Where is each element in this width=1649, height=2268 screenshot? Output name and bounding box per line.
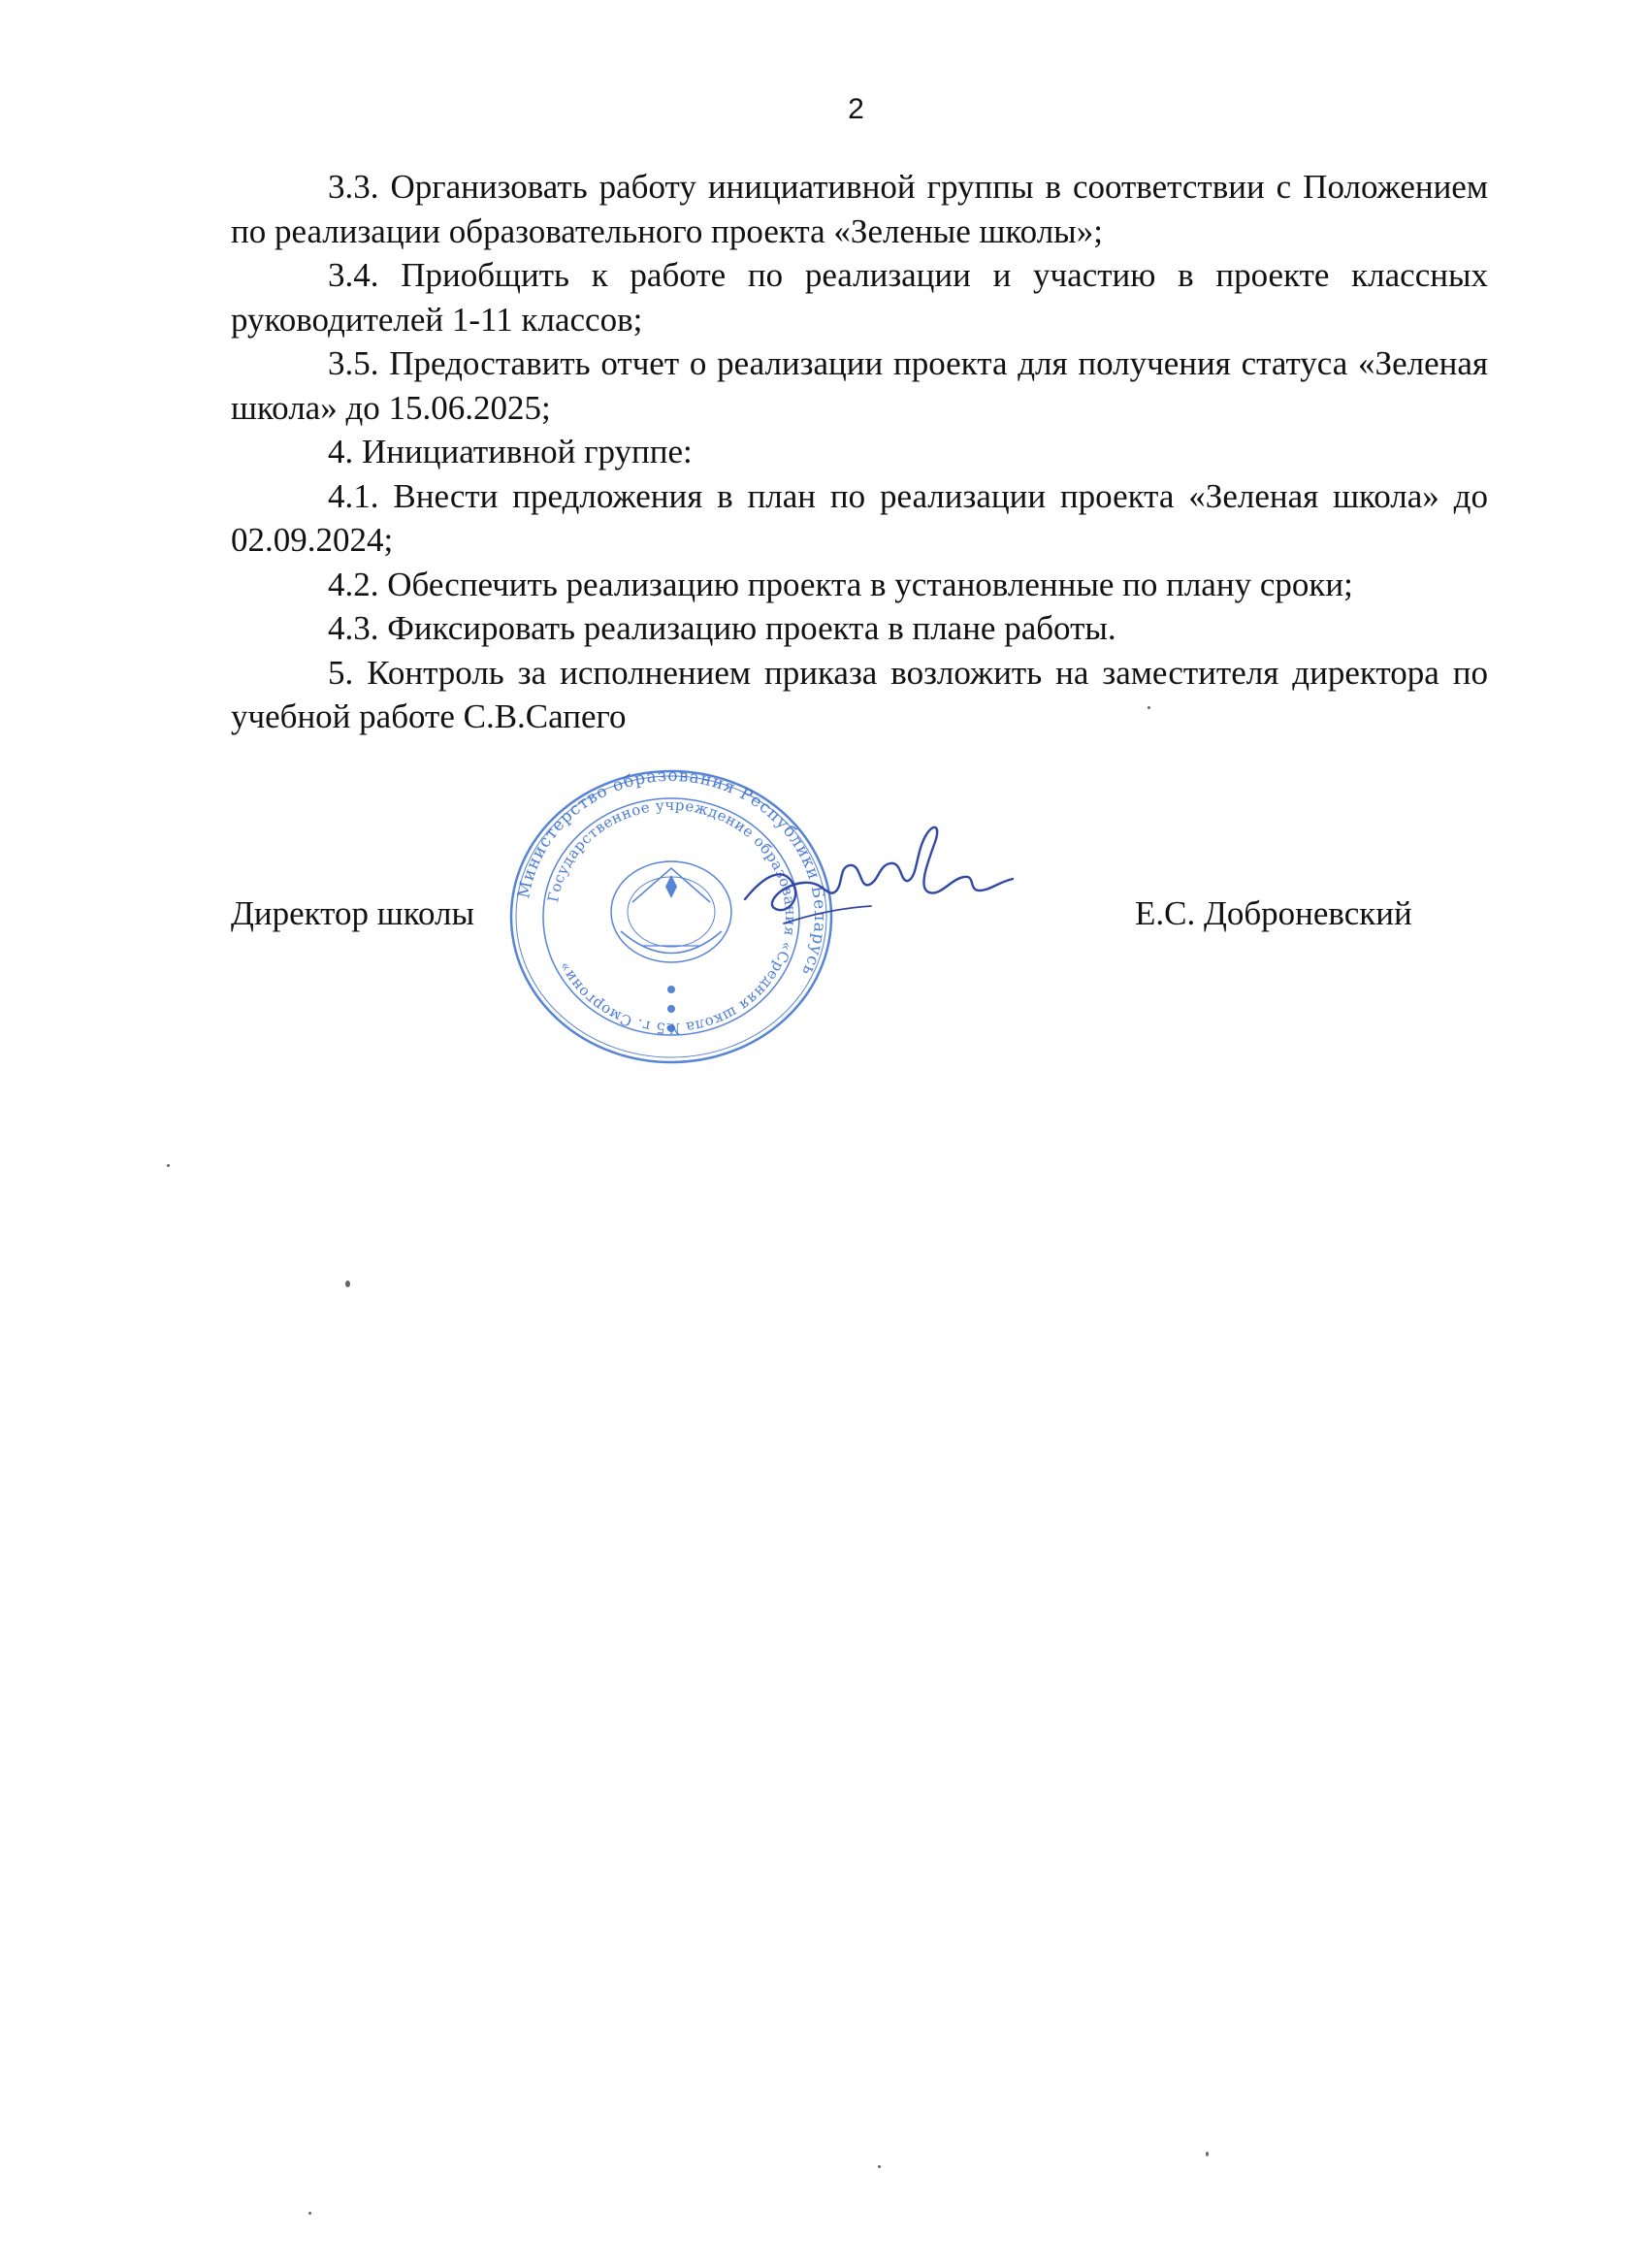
paragraph-3-3: 3.3. Организовать работу инициативной группы в соответствии с Положением по реализации образовательного проекта «Зеленые школы»; [231,168,1488,250]
paragraph-4-2: 4.2. Обеспечить реализацию проекта в установленные по плану сроки; [328,565,1353,603]
paragraph-5: 5. Контроль за исполнением приказа возложить на заместителя директора по учебной работе С.В.Сапего [231,653,1488,735]
scan-speck [167,1164,170,1167]
paragraph-3-4: 3.4. Приобщить к работе по реализации и участию в проекте классных руководителей 1-11 классов; [231,256,1488,339]
scan-speck [1148,706,1150,709]
signature-name: Е.С. Доброневский [1135,894,1412,932]
stamp-inner-text: Государственное учреждение образования «Средняя школа №5 г. Сморгони» [544,795,800,1038]
paragraph-4-1: 4.1. Внести предложения в план по реализации проекта «Зеленая школа» до 02.09.2024; [231,476,1488,559]
page-number: 2 [848,93,864,125]
handwritten-signature [726,807,1017,953]
scan-speck [878,2165,881,2168]
order-body [231,165,1488,739]
paragraph-4-3: 4.3. Фиксировать реализацию проекта в плане работы. [328,609,1116,647]
scan-speck [308,2212,311,2215]
signature-title: Директор школы [231,894,474,932]
scan-speck [1206,2152,1209,2156]
paragraph-3-5: 3.5. Предоставить отчет о реализации проекта для получения статуса «Зеленая школа» до 15.06.2025; [231,344,1488,427]
stamp-outer-text: Министерство образования Республики Беларусь [514,766,830,980]
scan-speck [345,1280,350,1287]
paragraph-4: 4. Инициативной группе: [328,433,693,470]
